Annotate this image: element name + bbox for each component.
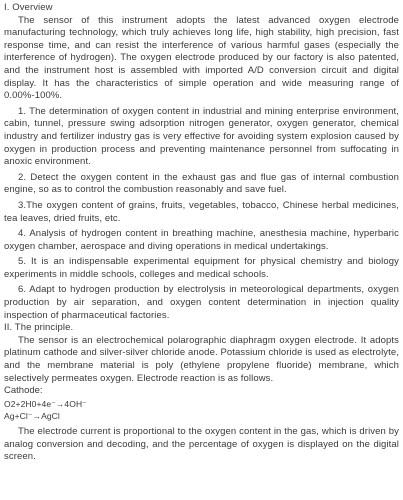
application-item-4: 4. Analysis of hydrogen content in breathing machine, anesthesia machine, hyperbaric oxygen chamber, aerospace and diving operations in medical undertakings. [4,228,399,252]
application-item-2: 2. Detect the oxygen content in the exhaust gas and flue gas of internal combustion engine, so as to control the combustion reasonably and save fuel. [4,171,399,196]
closing-paragraph: The electrode current is proportional to the oxygen content in the gas, which is driven by analog conversion and decoding, and the percentage of oxygen is displayed on the digital screen. [4,426,399,463]
overview-intro-paragraph: The sensor of this instrument adopts the latest advanced oxygen electrode manufacturing technology, which truly achieves long life, high stability, high precision, fast response time, and can resist the interference of various harmful gases (especially the interference of hydrogen). The oxygen electrode produced by our factory is also patented, and the instrument host is assembled with imported A/D conversion circuit and digital display. It has the characteristics of simple operation and wide measuring range of 0.00%-100%. [4,14,399,102]
overview-heading: I. Overview [4,2,53,13]
anode-reaction-formula: Ag+Cl⁻→AgCl [4,411,60,422]
application-item-5: 5. It is an indispensable experimental equipment for physical chemistry and biology experiments in middle schools, colleges and medical schools. [4,256,399,280]
cathode-reaction-formula: O2+2H0+4e⁻→4OH⁻ [4,398,87,409]
cathode-label: Cathode: [4,385,43,397]
principle-heading: II. The principle. [4,322,74,334]
principle-paragraph: The sensor is an electrochemical polarographic diaphragm oxygen electrode. It adopts platinum cathode and silver-silver chloride anode. Potassium chloride is used as electrolyte, and the membrane material is poly (ethylene propylene fluoride) membrane, which selectively permeates oxygen. Electrode reaction is as follows. [4,334,399,384]
application-item-3: 3.The oxygen content of grains, fruits, vegetables, tobacco, Chinese herbal medicines, tea leaves, dried fruits, etc. [4,199,399,224]
application-item-1: 1. The determination of oxygen content in industrial and mining enterprise environment, cabin, tunnel, pressure swing adsorption nitrogen generator, oxygen generator, chemical industry and fertilizer industry gas is very effective for avoiding system explosion caused by oxygen in production process and preventing maintenance personnel from suffocating in anoxic environment. [4,105,399,168]
application-item-6: 6. Adapt to hydrogen production by electrolysis in meteorological departments, oxygen production by air separation, and oxygen content determination in injection quality inspection of pharmaceutical factories. [4,284,399,321]
